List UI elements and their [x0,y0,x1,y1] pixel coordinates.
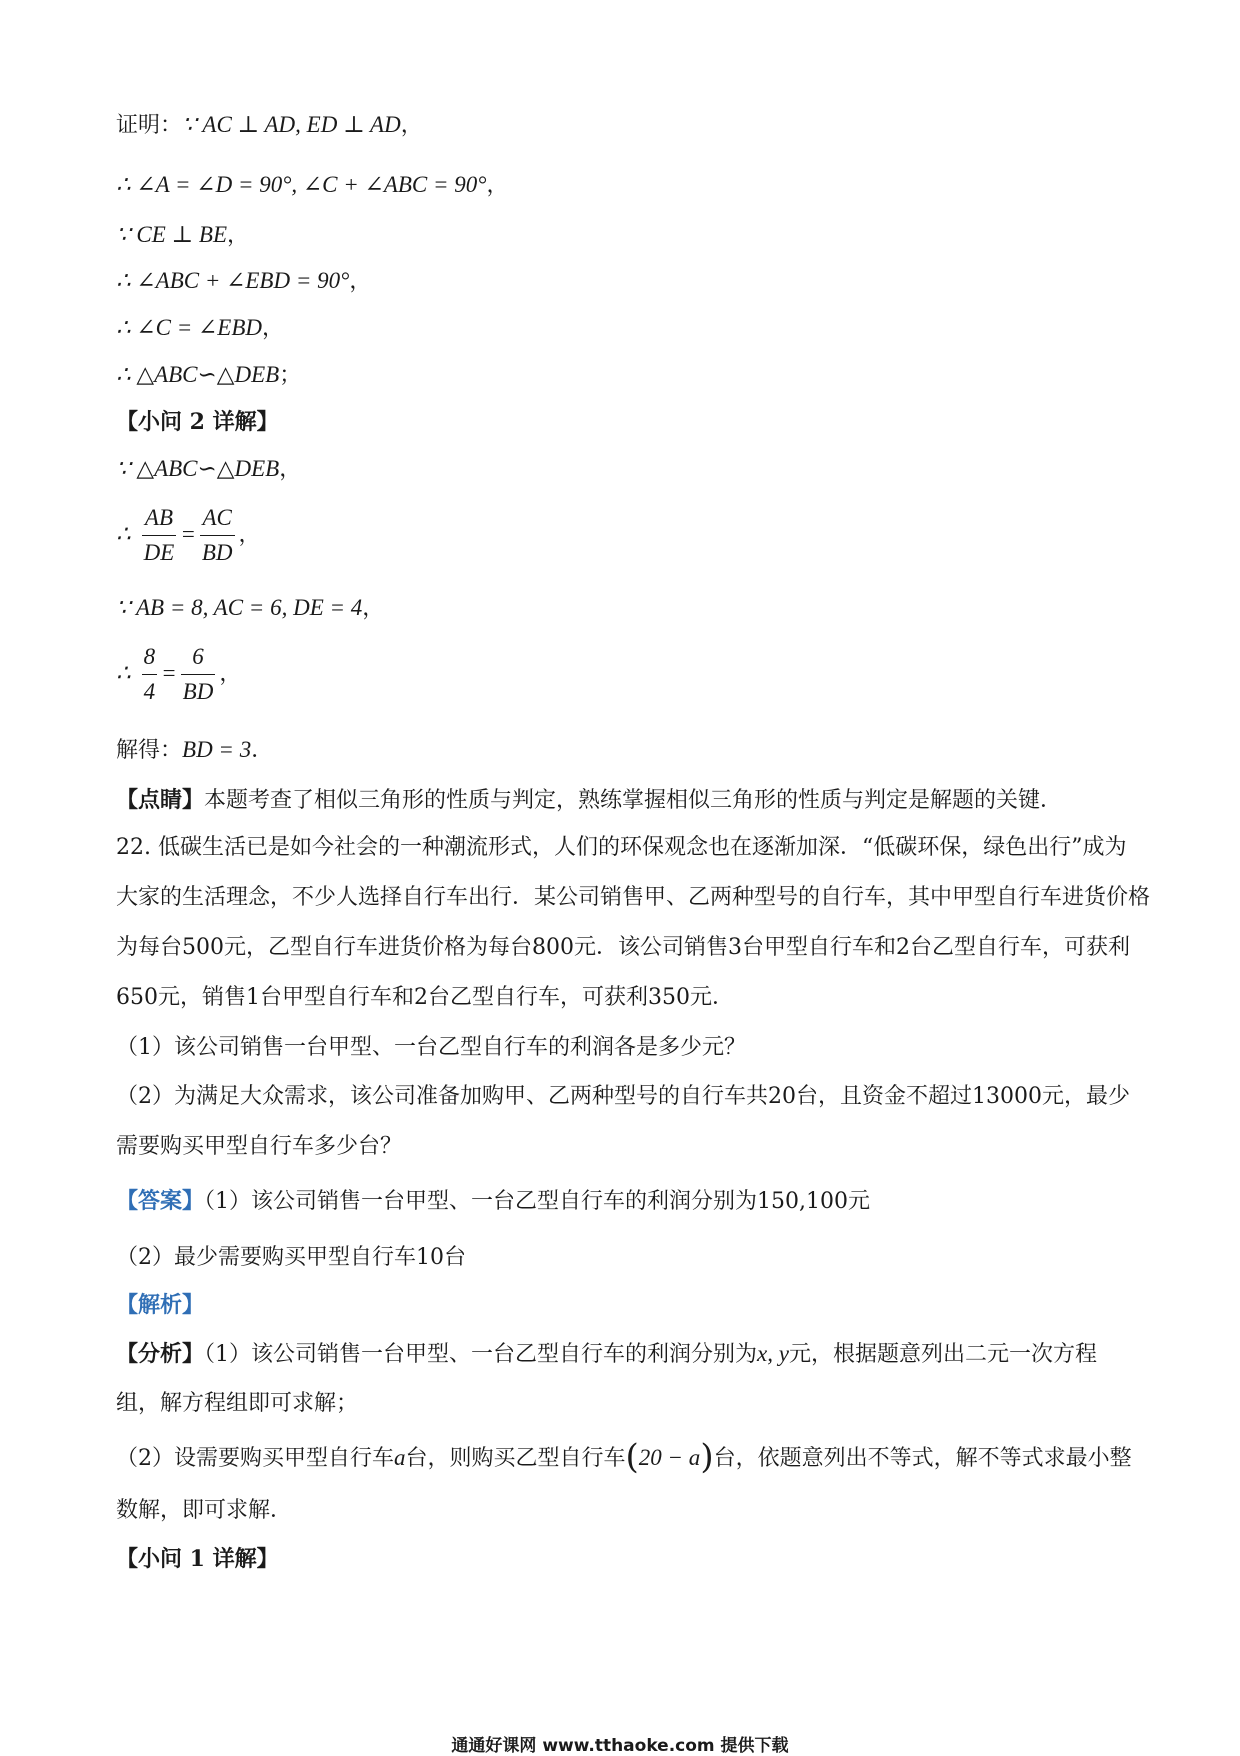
answer-1: 【答案】（1）该公司销售一台甲型、一台乙型自行车的利润分别为150,100元 [116,1188,870,1214]
proof-line-8: ∵ △ABC∽△DEB， [116,456,302,482]
solution-line: 解得：BD = 3． [116,737,274,763]
footer-watermark: 通通好课网 www.tthaoke.com 提供下载 [451,1736,789,1756]
fraction-ac-bd: $\frac{AC}{BD}$ [201,505,233,565]
analysis-line-3: （2）设需要购买甲型自行车a台，则购买乙型自行车(20 − a)台，依题意列出不等式，解不等式求最小整 [116,1437,1132,1477]
given-values-line: ∵ AB = 8, AC = 6, DE = 4， [116,595,385,621]
proof-line-1: 证明：∵ AC ⊥ AD, ED ⊥ AD， [116,112,423,138]
proof-line-2: ∴ ∠A = ∠D = 90°, ∠C + ∠ABC = 90°， [116,172,509,198]
answer-2: （2）最少需要购买甲型自行车10台 [116,1245,466,1270]
fraction-ab-de: $\frac{AB}{DE}$ [143,505,175,565]
proof-line-4: ∴ ∠ABC + ∠EBD = 90°， [116,268,372,294]
proof-line-3: ∵ CE ⊥ BE， [116,222,250,248]
question-2-line-1: （2）为满足大众需求，该公司准备加购甲、乙两种型号的自行车共20台，且资金不超过13000元，最少 [116,1084,1130,1109]
problem-22-line-2: 大家的生活理念，不少人选择自行车出行．某公司销售甲、乙两种型号的自行车，其中甲型自行车进货价格 [116,885,1151,910]
dianjing-note: 【点睛】本题考查了相似三角形的性质与判定，熟练掌握相似三角形的性质与判定是解题的关键． [116,787,1063,813]
numeric-ratio-line: ∴ $\frac{8}{4}$ = $\frac{6}{BD}$ ， [116,642,241,707]
problem-22-line-3: 为每台500元，乙型自行车进货价格为每台800元．该公司销售3台甲型自行车和2台乙型自行车，可获利 [116,935,1130,960]
analysis-line-1: 【分析】（1）该公司销售一台甲型、一台乙型自行车的利润分别为x, y元，根据题意列出二元一次方程 [116,1341,1097,1367]
question-1: （1）该公司销售一台甲型、一台乙型自行车的利润各是多少元？ [116,1035,746,1060]
problem-22-line-1: 22. 低碳生活已是如今社会的一种潮流形式，人们的环保观念也在逐渐加深．“低碳环保，绿色出行”成为 [116,835,1127,860]
problem-22-line-4: 650元，销售1台甲型自行车和2台乙型自行车，可获利350元． [116,985,734,1010]
question-2-line-2: 需要购买甲型自行车多少台？ [116,1134,403,1159]
fraction-8-4: $\frac{8}{4}$ [143,644,156,704]
analysis-line-4: 数解，即可求解． [116,1498,293,1523]
analysis-line-2: 组，解方程组即可求解； [116,1391,359,1416]
analysis-label: 【解析】 [116,1292,205,1318]
fraction-6-bd: $\frac{6}{BD}$ [182,644,214,704]
ratio-line: ∴ $\frac{AB}{DE}$ = $\frac{AC}{BD}$ ， [116,503,261,568]
subquestion-1-header: 【小问 1 详解】 [116,1546,279,1572]
proof-line-6: ∴ △ABC∽△DEB； [116,362,302,388]
subquestion-2-header: 【小问 2 详解】 [116,409,279,435]
proof-line-5: ∴ ∠C = ∠EBD， [116,315,285,341]
